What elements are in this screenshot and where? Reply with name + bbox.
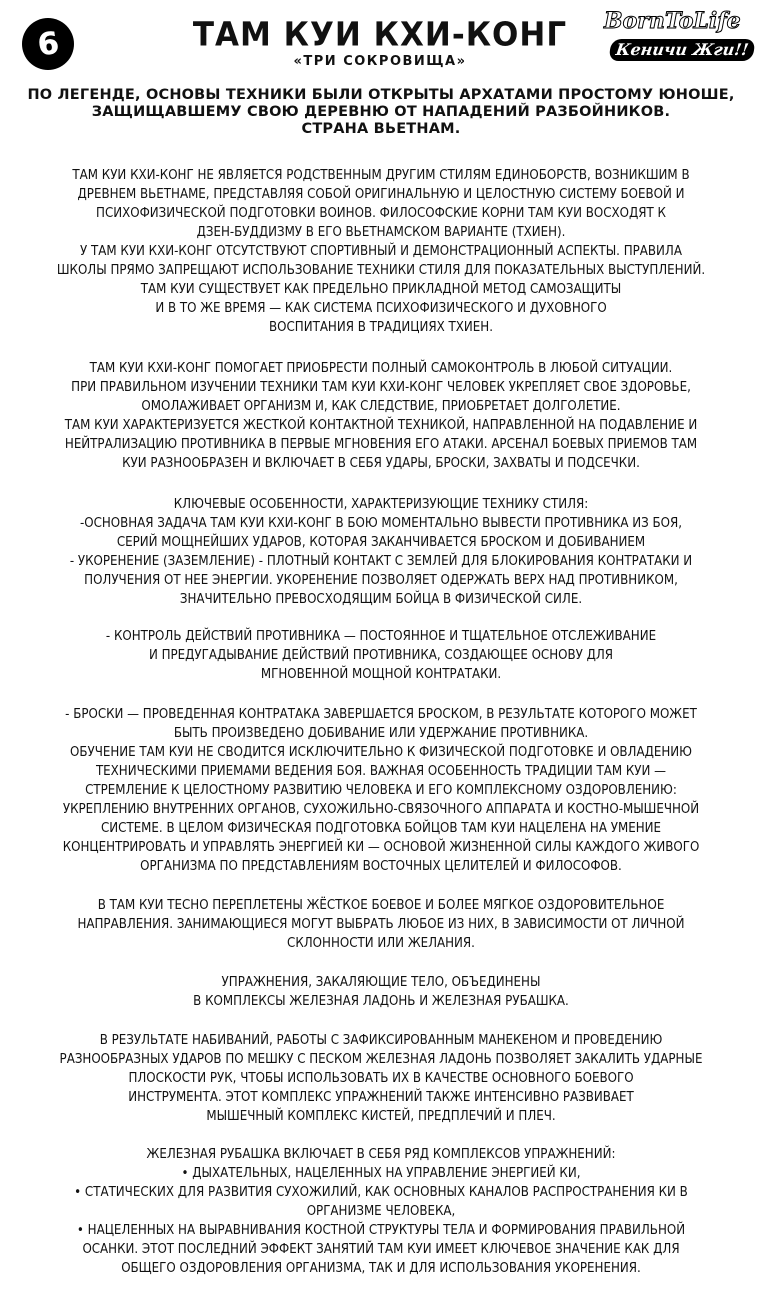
logo-title: BornToLife	[604, 8, 741, 34]
lead-line: ЗАЩИЩАВШЕМУ СВОЮ ДЕРЕВНЮ ОТ НАПАДЕНИЙ РАЗБОЙНИКОВ.	[91, 104, 671, 120]
text-line: МГНОВЕННОЙ МОЩНОЙ КОНТРАТАКИ.	[260, 667, 502, 682]
page-title: ТАМ КУИ КХИ-КОНГ	[192, 16, 568, 54]
text-line: ЖЕЛЕЗНАЯ РУБАШКА ВКЛЮЧАЕТ В СЕБЯ РЯД КОМПЛЕКСОВ УПРАЖНЕНИЙ:	[146, 1147, 616, 1162]
text-line: НАПРАВЛЕНИЯ. ЗАНИМАЮЩИЕСЯ МОГУТ ВЫБРАТЬ ЛЮБОЕ ИЗ НИХ, В ЗАВИСИМОСТИ ОТ ЛИЧНОЙ	[77, 917, 685, 932]
page-number-badge	[22, 18, 74, 70]
text-line: ПЛОСКОСТИ РУК, ЧТОБЫ ИСПОЛЬЗОВАТЬ ИХ В КАЧЕСТВЕ ОСНОВНОГО БОЕВОГО	[128, 1071, 634, 1086]
text-line: КОНЦЕНТРИРОВАТЬ И УПРАВЛЯТЬ ЭНЕРГИЕЙ КИ — ОСНОВОЙ ЖИЗНЕННОЙ СИЛЫ КАЖДОГО ЖИВОГО	[62, 840, 700, 855]
paragraph-directions	[0, 896, 762, 953]
page-subtitle: «ТРИ СОКРОВИЩА»	[293, 54, 467, 69]
paragraph-iron-shirt	[0, 1145, 762, 1278]
text-line: ПСИХОФИЗИЧЕСКОЙ ПОДГОТОВКИ ВОИНОВ. ФИЛОСОФСКИЕ КОРНИ ТАМ КУИ ВОСХОДЯТ К	[96, 206, 666, 221]
text-line: СЕРИЙ МОЩНЕЙШИХ УДАРОВ, КОТОРАЯ ЗАКАНЧИВАЕТСЯ БРОСКОМ И ДОБИВАНИЕМ	[116, 535, 646, 550]
logo-subtitle: Кеничи Жги!!	[608, 39, 755, 61]
text-line: ОМОЛАЖИВАЕТ ОРГАНИЗМ И, КАК СЛЕДСТВИЕ, ПРИОБРЕТАЕТ ДОЛГОЛЕТИЕ.	[141, 399, 621, 414]
text-line: -ОСНОВНАЯ ЗАДАЧА ТАМ КУИ КХИ-КОНГ В БОЮ МОМЕНТАЛЬНО ВЫВЕСТИ ПРОТИВНИКА ИЗ БОЯ,	[79, 516, 683, 531]
text-line: УКРЕПЛЕНИЮ ВНУТРЕННИХ ОРГАНОВ, СУХОЖИЛЬНО-СВЯЗОЧНОГО АППАРАТА И КОСТНО-МЫШЕЧНОЙ	[62, 802, 700, 817]
lead-paragraph	[0, 87, 762, 138]
text-line: ОРГАНИЗМЕ ЧЕЛОВЕКА,	[306, 1204, 456, 1219]
text-line: КУИ РАЗНООБРАЗЕН И ВКЛЮЧАЕТ В СЕБЯ УДАРЫ, БРОСКИ, ЗАХВАТЫ И ПОДСЕЧКИ.	[122, 456, 640, 471]
text-line: ДЗЕН-БУДДИЗМУ В ЕГО ВЬЕТНАМСКОМ ВАРИАНТЕ (ТХИЕН).	[196, 225, 566, 240]
paragraph-benefits	[0, 359, 762, 473]
text-line: • НАЦЕЛЕННЫХ НА ВЫРАВНИВАНИЯ КОСТНОЙ СТРУКТУРЫ ТЕЛА И ФОРМИРОВАНИЯ ПРАВИЛЬНОЙ	[76, 1223, 686, 1238]
lead-line: ПО ЛЕГЕНДЕ, ОСНОВЫ ТЕХНИКИ БЫЛИ ОТКРЫТЫ АРХАТАМИ ПРОСТОМУ ЮНОШЕ,	[27, 87, 735, 103]
text-line: БЫТЬ ПРОИЗВЕДЕНО ДОБИВАНИЕ ИЛИ УДЕРЖАНИЕ ПРОТИВНИКА.	[173, 726, 589, 741]
text-line: СКЛОННОСТИ ИЛИ ЖЕЛАНИЯ.	[287, 936, 475, 951]
text-line: КЛЮЧЕВЫЕ ОСОБЕННОСТИ, ХАРАКТЕРИЗУЮЩИЕ ТЕХНИКУ СТИЛЯ:	[173, 497, 589, 512]
text-line: - УКОРЕНЕНИЕ (ЗАЗЕМЛЕНИЕ) - ПЛОТНЫЙ КОНТАКТ С ЗЕМЛЕЙ ДЛЯ БЛОКИРОВАНИЯ КОНТРАТАКИ И	[69, 554, 693, 569]
text-line: ДРЕВНЕМ ВЬЕТНАМЕ, ПРЕДСТАВЛЯЯ СОБОЙ ОРИГИНАЛЬНУЮ И ЦЕЛОСТНУЮ СИСТЕМУ БОЕВОЙ И	[77, 187, 685, 202]
text-line: СТРЕМЛЕНИЕ К ЦЕЛОСТНОМУ РАЗВИТИЮ ЧЕЛОВЕКА И ЕГО КОМПЛЕКСНОМУ ОЗДОРОВЛЕНИЮ:	[85, 783, 677, 798]
text-line: РАЗНООБРАЗНЫХ УДАРОВ ПО МЕШКУ С ПЕСКОМ ЖЕЛЕЗНАЯ ЛАДОНЬ ПОЗВОЛЯЕТ ЗАКАЛИТЬ УДАРНЫЕ	[59, 1052, 703, 1067]
page-header	[0, 0, 762, 75]
text-line: МЫШЕЧНЫЙ КОМПЛЕКС КИСТЕЙ, ПРЕДПЛЕЧИЙ И ПЛЕЧ.	[206, 1109, 556, 1124]
text-line: ПРИ ПРАВИЛЬНОМ ИЗУЧЕНИИ ТЕХНИКИ ТАМ КУИ КХИ-КОНГ ЧЕЛОВЕК УКРЕПЛЯЕТ СВОЕ ЗДОРОВЬЕ,	[71, 380, 691, 395]
logo	[600, 6, 760, 66]
lead-line: СТРАНА ВЬЕТНАМ.	[301, 121, 461, 137]
text-line: В РЕЗУЛЬТАТЕ НАБИВАНИЙ, РАБОТЫ С ЗАФИКСИРОВАННЫМ МАНЕКЕНОМ И ПРОВЕДЕНИЮ	[99, 1033, 663, 1048]
text-line: ОБЩЕГО ОЗДОРОВЛЕНИЯ ОРГАНИЗМА, ТАК И ДЛЯ ИСПОЛЬЗОВАНИЯ УКОРЕНЕНИЯ.	[121, 1261, 641, 1276]
text-line: И ПРЕДУГАДЫВАНИЕ ДЕЙСТВИЙ ПРОТИВНИКА, СОЗДАЮЩЕЕ ОСНОВУ ДЛЯ	[148, 648, 614, 663]
text-line: У ТАМ КУИ КХИ-КОНГ ОТСУТСТВУЮТ СПОРТИВНЫЙ И ДЕМОНСТРАЦИОННЫЙ АСПЕКТЫ. ПРАВИЛА	[80, 244, 682, 259]
text-line: ОСАНКИ. ЭТОТ ПОСЛЕДНИЙ ЭФФЕКТ ЗАНЯТИЙ ТАМ КУИ ИМЕЕТ КЛЮЧЕВОЕ ЗНАЧЕНИЕ КАК ДЛЯ	[82, 1242, 680, 1257]
text-line: • СТАТИЧЕСКИХ ДЛЯ РАЗВИТИЯ СУХОЖИЛИЙ, КАК ОСНОВНЫХ КАНАЛОВ РАСПРОСТРАНЕНИЯ КИ В	[74, 1185, 688, 1200]
text-line: В ТАМ КУИ ТЕСНО ПЕРЕПЛЕТЕНЫ ЖЁСТКОЕ БОЕВОЕ И БОЛЕЕ МЯГКОЕ ОЗДОРОВИТЕЛЬНОЕ	[97, 898, 665, 913]
text-line: ВОСПИТАНИЯ В ТРАДИЦИЯХ ТХИЕН.	[269, 320, 493, 335]
paragraph-exercises	[0, 973, 762, 1011]
text-line: СИСТЕМЕ. В ЦЕЛОМ ФИЗИЧЕСКАЯ ПОДГОТОВКА БОЙЦОВ ТАМ КУИ НАЦЕЛЕНА НА УМЕНИЕ	[101, 821, 661, 836]
text-line: И В ТО ЖЕ ВРЕМЯ — КАК СИСТЕМА ПСИХОФИЗИЧЕСКОГО И ДУХОВНОГО	[155, 301, 607, 316]
text-line: • ДЫХАТЕЛЬНЫХ, НАЦЕЛЕННЫХ НА УПРАВЛЕНИЕ ЭНЕРГИЕЙ КИ,	[181, 1166, 581, 1181]
text-line: ТАМ КУИ СУЩЕСТВУЕТ КАК ПРЕДЕЛЬНО ПРИКЛАДНОЙ МЕТОД САМОЗАЩИТЫ	[140, 282, 622, 297]
text-line: ТАМ КУИ КХИ-КОНГ ПОМОГАЕТ ПРИОБРЕСТИ ПОЛНЫЙ САМОКОНТРОЛЬ В ЛЮБОЙ СИТУАЦИИ.	[89, 361, 673, 376]
paragraph-origin	[0, 166, 762, 337]
paragraph-control	[0, 627, 762, 684]
text-line: ЗНАЧИТЕЛЬНО ПРЕВОСХОДЯЩИМ БОЙЦА В ФИЗИЧЕСКОЙ СИЛЕ.	[179, 592, 583, 607]
paragraph-throws-training	[0, 705, 762, 876]
text-line: ОБУЧЕНИЕ ТАМ КУИ НЕ СВОДИТСЯ ИСКЛЮЧИТЕЛЬНО К ФИЗИЧЕСКОЙ ПОДГОТОВКЕ И ОВЛАДЕНИЮ	[70, 745, 692, 760]
text-line: ШКОЛЫ ПРЯМО ЗАПРЕЩАЮТ ИСПОЛЬЗОВАНИЕ ТЕХНИКИ СТИЛЯ ДЛЯ ПОКАЗАТЕЛЬНЫХ ВЫСТУПЛЕНИЙ.	[56, 263, 706, 278]
text-line: ИНСТРУМЕНТА. ЭТОТ КОМПЛЕКС УПРАЖНЕНИЙ ТАКЖЕ ИНТЕНСИВНО РАЗВИВАЕТ	[128, 1090, 634, 1105]
text-line: НЕЙТРАЛИЗАЦИЮ ПРОТИВНИКА В ПЕРВЫЕ МГНОВЕНИЯ ЕГО АТАКИ. АРСЕНАЛ БОЕВЫХ ПРИЕМОВ ТАМ	[64, 437, 698, 452]
paragraph-key-features	[0, 495, 762, 609]
text-line: - КОНТРОЛЬ ДЕЙСТВИЙ ПРОТИВНИКА — ПОСТОЯННОЕ И ТЩАТЕЛЬНОЕ ОТСЛЕЖИВАНИЕ	[105, 629, 657, 644]
paragraph-iron-palm	[0, 1031, 762, 1126]
text-line: В КОМПЛЕКСЫ ЖЕЛЕЗНАЯ ЛАДОНЬ И ЖЕЛЕЗНАЯ РУБАШКА.	[193, 994, 569, 1009]
text-line: ОРГАНИЗМА ПО ПРЕДСТАВЛЕНИЯМ ВОСТОЧНЫХ ЦЕЛИТЕЛЕЙ И ФИЛОСОФОВ.	[140, 859, 622, 874]
text-line: УПРАЖНЕНИЯ, ЗАКАЛЯЮЩИЕ ТЕЛО, ОБЪЕДИНЕНЫ	[221, 975, 541, 990]
text-line: - БРОСКИ — ПРОВЕДЕННАЯ КОНТРАТАКА ЗАВЕРШАЕТСЯ БРОСКОМ, В РЕЗУЛЬТАТЕ КОТОРОГО МОЖЕТ	[65, 707, 697, 722]
text-line: ПОЛУЧЕНИЯ ОТ НЕЕ ЭНЕРГИИ. УКОРЕНЕНИЕ ПОЗВОЛЯЕТ ОДЕРЖАТЬ ВЕРХ НАД ПРОТИВНИКОМ,	[84, 573, 678, 588]
text-line: ТАМ КУИ ХАРАКТЕРИЗУЕТСЯ ЖЕСТКОЙ КОНТАКТНОЙ ТЕХНИКОЙ, НАПРАВЛЕННОЙ НА ПОДАВЛЕНИЕ И	[64, 418, 698, 433]
text-line: ТЕХНИЧЕСКИМИ ПРИЕМАМИ ВЕДЕНИЯ БОЯ. ВАЖНАЯ ОСОБЕННОСТЬ ТРАДИЦИИ ТАМ КУИ —	[95, 764, 667, 779]
text-line: ТАМ КУИ КХИ-КОНГ НЕ ЯВЛЯЕТСЯ РОДСТВЕННЫМ ДРУГИМ СТИЛЯМ ЕДИНОБОРСТВ, ВОЗНИКШИМ В	[72, 168, 690, 183]
page-number: 6	[35, 25, 61, 63]
